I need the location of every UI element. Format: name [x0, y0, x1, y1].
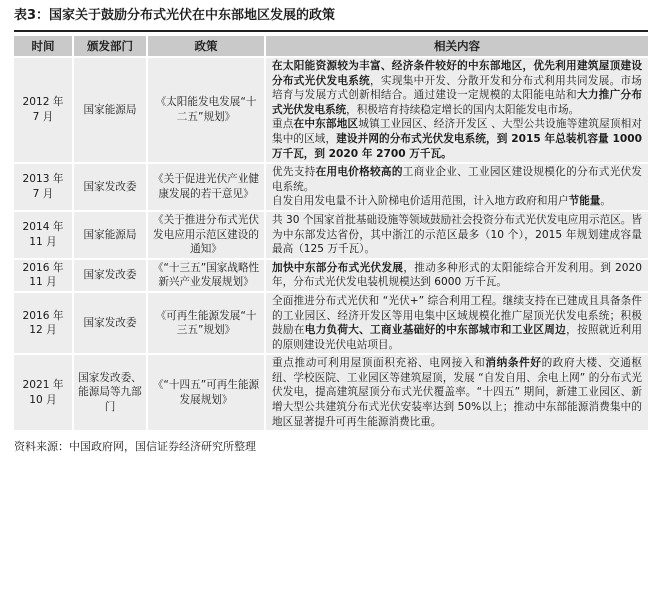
header-time: 时间	[14, 36, 74, 56]
table-row	[14, 164, 648, 210]
content-emphasis: 在中东部地区	[293, 118, 359, 131]
cell-policy: 《太阳能发电发展“十二五”规划》	[148, 58, 266, 162]
cell-dept: 国家发改委	[74, 260, 148, 291]
cell-policy: 《可再生能源发展“十三五”规划》	[148, 293, 266, 353]
cell-time: 2012 年 7 月	[14, 58, 74, 162]
cell-policy: 《关于促进光伏产业健康发展的若干意见》	[148, 164, 266, 210]
content-paragraph	[272, 165, 642, 194]
content-text: 自发自用发电量不计入阶梯电价适用范围，计入地方政府和用户	[272, 195, 569, 208]
content-emphasis: 建设并网的分布式光伏发电系统，到 2015 年总装机容量 1000 万千瓦，到 2020 年 2700 万千瓦。	[272, 132, 642, 160]
header-row	[14, 36, 648, 56]
content-text: ，按照就近利用的原则建设光伏电站项目。	[272, 324, 643, 351]
table-row	[14, 58, 648, 162]
table-row	[14, 293, 648, 353]
cell-time: 2016 年 12 月	[14, 293, 74, 353]
content-text: 工商业企业、工业园区建设规模化的分布式光伏发电系统。	[272, 166, 643, 193]
content-emphasis: 在太阳能资源较为丰富、经济条件较好的中东部地区，优先利用建筑屋顶建设分布式光伏发电系统	[272, 60, 642, 87]
content-paragraph	[272, 213, 642, 257]
content-emphasis: 电力负荷大、工商业基础好的中东部城市和工业区周边	[304, 324, 567, 337]
content-text: 共 30 个国家首批基础设施等领域鼓励社会投资分布式光伏发电应用示范区。皆为中东部发达省份，其中浙江的示范区最多（10 个），2015 年规划建成容量最高（125 万千瓦）。	[272, 213, 642, 256]
content-emphasis: 在用电价格较高的	[315, 166, 403, 179]
header-content: 相关内容	[266, 36, 648, 56]
table-row	[14, 260, 648, 291]
title-rule	[14, 30, 648, 32]
content-text: 城镇工业园区、经济开发区 、大型公共设施等建筑屋顶相对集中的区域，	[272, 118, 643, 145]
cell-time: 2013 年 7 月	[14, 164, 74, 210]
cell-policy: 《“十三五”国家战略性新兴产业发展规划》	[148, 260, 266, 291]
table-row	[14, 355, 648, 430]
content-text: 优先支持	[272, 166, 316, 179]
cell-policy: 《“十四五”可再生能源发展规划》	[148, 355, 266, 430]
policy-table	[14, 34, 648, 432]
header-policy: 政策	[148, 36, 266, 56]
content-text: 重点推动可利用屋顶面积充裕、电网接入和	[272, 357, 486, 370]
cell-content	[266, 164, 648, 210]
cell-content	[266, 260, 648, 291]
content-text: 重点	[272, 118, 294, 131]
cell-dept: 国家能源局	[74, 212, 148, 258]
cell-time: 2016 年 11 月	[14, 260, 74, 291]
content-text: ，推动多种形式的太阳能综合开发利用。到 2020 年，分布式光伏发电装机规模达到 6000 万千瓦。	[272, 261, 643, 289]
content-emphasis: 大力推广分布式光伏发电系统	[272, 89, 643, 116]
content-emphasis: 消纳条件好	[485, 357, 542, 370]
cell-policy: 《关于推进分布式光伏发电应用示范区建设的通知》	[148, 212, 266, 258]
content-paragraph	[272, 59, 642, 117]
cell-content	[266, 212, 648, 258]
content-emphasis: 加快中东部分布式光伏发展	[272, 261, 404, 274]
content-emphasis: 节能量	[568, 195, 601, 208]
cell-dept: 国家发改委	[74, 293, 148, 353]
header-dept: 颁发部门	[74, 36, 148, 56]
content-text: ，实现集中开发、分散开发和分布式利用共同发展。市场培育与发展方式创新相结合。通过建设一定规模的太阳能电站和	[272, 74, 643, 102]
content-paragraph	[272, 356, 642, 429]
table-row	[14, 212, 648, 258]
source-note: 资料来源：中国政府网，国信证券经济研究所整理	[14, 440, 256, 454]
content-paragraph	[272, 194, 642, 209]
content-paragraph	[272, 261, 642, 290]
cell-dept: 国家能源局	[74, 58, 148, 162]
content-paragraph	[272, 117, 642, 161]
content-text: ，积极培育持续稳定增长的国内太阳能发电市场。	[346, 103, 580, 116]
cell-time: 2021 年 10 月	[14, 355, 74, 430]
cell-dept: 国家发改委	[74, 164, 148, 210]
content-text: 。	[600, 195, 611, 208]
cell-content	[266, 355, 648, 430]
cell-content	[266, 293, 648, 353]
cell-dept: 国家发改委、能源局等九部门	[74, 355, 148, 430]
cell-content	[266, 58, 648, 162]
table-title: 表3：国家关于鼓励分布式光伏在中东部地区发展的政策	[14, 8, 336, 23]
cell-time: 2014 年 11 月	[14, 212, 74, 258]
content-text: 全面推进分布式光伏和 “光伏+” 综合利用工程。继续支持在已建成且具备条件的工业园区、经济开发区等用电集中区域规模化推广屋顶光伏发电系统；积极鼓励在	[272, 294, 642, 337]
content-paragraph	[272, 294, 642, 352]
content-text: 的政府大楼、交通枢纽、学校医院、工业园区等建筑屋顶，发展 “自发自用、余电上网” 的分布式光伏发电，提高建筑屋顶分布式光伏覆盖率。“十四五” 期间，新建工业园区、新增大型公共建筑分布式光伏安装率达到 50%以上；推动中东部能源消费集中的地区显著提升可再生能源消费比重。	[272, 357, 643, 428]
